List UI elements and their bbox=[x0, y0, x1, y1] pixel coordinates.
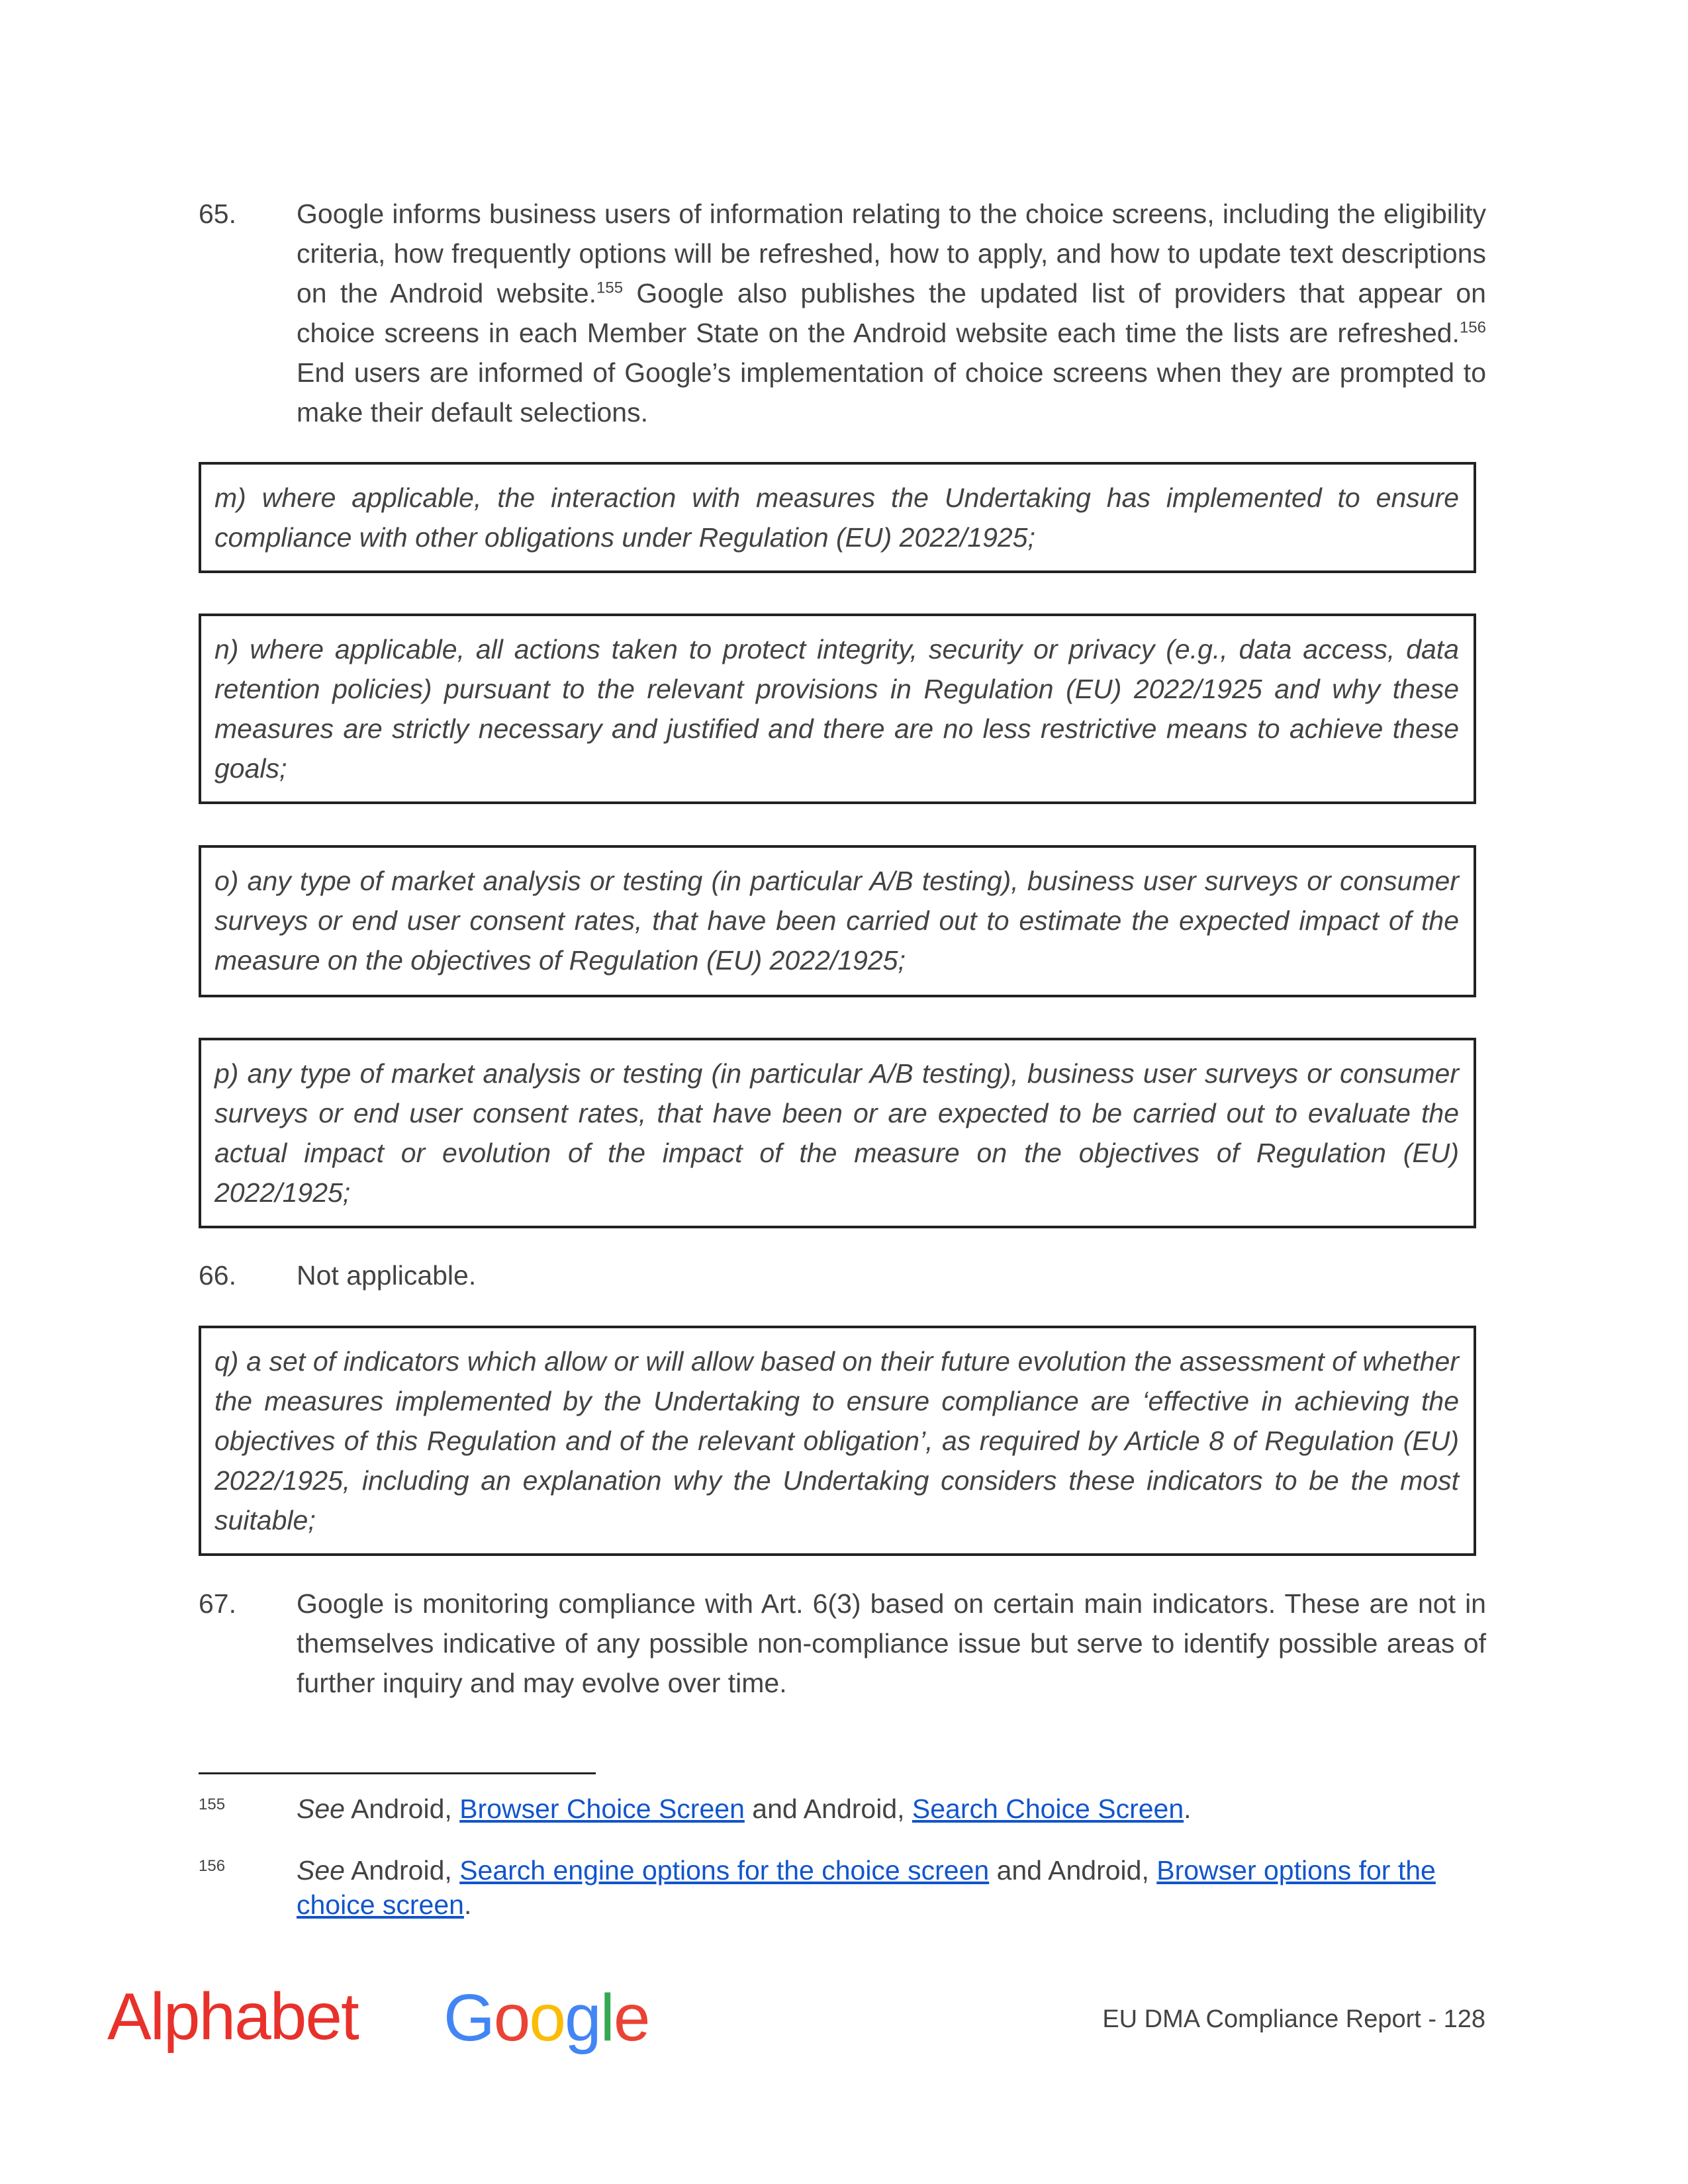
search-engine-options-link[interactable]: Search engine options for the choice screen bbox=[459, 1855, 990, 1886]
search-choice-screen-link[interactable]: Search Choice Screen bbox=[912, 1794, 1184, 1824]
browser-choice-screen-link[interactable]: Browser Choice Screen bbox=[459, 1794, 745, 1824]
paragraph-text: Google is monitoring compliance with Art. 6(3) based on certain main indicators. These are not in themselves indicative of any possible non-compliance issue but serve to identify possible areas of further inquiry and may evolve over time. bbox=[297, 1588, 1486, 1698]
requirement-box-p: p) any type of market analysis or testing (in particular A/B testing), business user surveys or consumer surveys or end user consent rates, that have been or are expected to be carried out to evaluate the actual impact or evolution of the impact of the measure on the objectives of Regulation (EU) 2022/1925; bbox=[199, 1038, 1476, 1228]
paragraph-65 bbox=[199, 194, 1486, 432]
footnote-ref-155[interactable]: 155 bbox=[596, 279, 624, 297]
paragraph-text: Not applicable. bbox=[297, 1260, 477, 1291]
browser-options-link[interactable]: Browser options for the choice screen bbox=[297, 1855, 1436, 1920]
requirement-box-m: m) where applicable, the interaction with measures the Undertaking has implemented to ensure compliance with other obligations under Regulation (EU) 2022/1925; bbox=[199, 462, 1476, 573]
footnote-text: See Android, Search engine options for the choice screen and Android, Browser options for the choice screen. bbox=[297, 1855, 1436, 1920]
footnote-separator bbox=[199, 1772, 596, 1774]
paragraph-number: 67. bbox=[199, 1588, 236, 1619]
footnote-155 bbox=[199, 1792, 1486, 1826]
requirement-box-q: q) a set of indicators which allow or will allow based on their future evolution the assessment of whether the measures implemented by the Undertaking to ensure compliance are ‘effective in achieving the objectives of this Regulation and of the relevant obligation’, as required by Article 8 of Regulation (EU) 2022/1925, including an explanation why the Undertaking considers these indicators to be the most suitable; bbox=[199, 1326, 1476, 1556]
paragraph-number: 66. bbox=[199, 1260, 236, 1291]
requirement-box-o: o) any type of market analysis or testing (in particular A/B testing), business user surveys or consumer surveys or end user consent rates, that have been carried out to estimate the expected impact of the measure on the objectives of Regulation (EU) 2022/1925; bbox=[199, 845, 1476, 997]
page-footer-label: EU DMA Compliance Report - 128 bbox=[1102, 2005, 1485, 2033]
alphabet-logo: Alphabet bbox=[107, 1979, 358, 2054]
footnote-156 bbox=[199, 1853, 1486, 1922]
paragraph-66 bbox=[199, 1255, 1486, 1295]
footnote-text: See Android, Browser Choice Screen and Android, Search Choice Screen. bbox=[297, 1794, 1192, 1824]
footnote-ref-156[interactable]: 156 bbox=[1459, 318, 1486, 337]
paragraph-number: 65. bbox=[199, 199, 236, 229]
footnote-number: 155 bbox=[199, 1796, 226, 1813]
requirement-box-n: n) where applicable, all actions taken to protect integrity, security or privacy (e.g., data access, data retention policies) pursuant to the relevant provisions in Regulation (EU) 2022/1925 and why these measures are strictly necessary and justified and there are no less restrictive means to achieve these goals; bbox=[199, 614, 1476, 804]
paragraph-text: Google informs business users of information relating to the choice screens, including the eligibility criteria, how frequently options will be refreshed, how to apply, and how to update text descriptions on the Android website.$^{155}$ Google also publishes the updated list of providers that appear on choice screens in each Member State on the Android website each time the lists are refreshed.$^{156}$ End users are informed of Google’s implementation of choice screens when they are prompted to make their default selections. bbox=[297, 199, 1486, 428]
paragraph-67 bbox=[199, 1584, 1486, 1703]
google-logo: Google bbox=[444, 1981, 649, 2055]
footnote-number: 156 bbox=[199, 1857, 226, 1875]
